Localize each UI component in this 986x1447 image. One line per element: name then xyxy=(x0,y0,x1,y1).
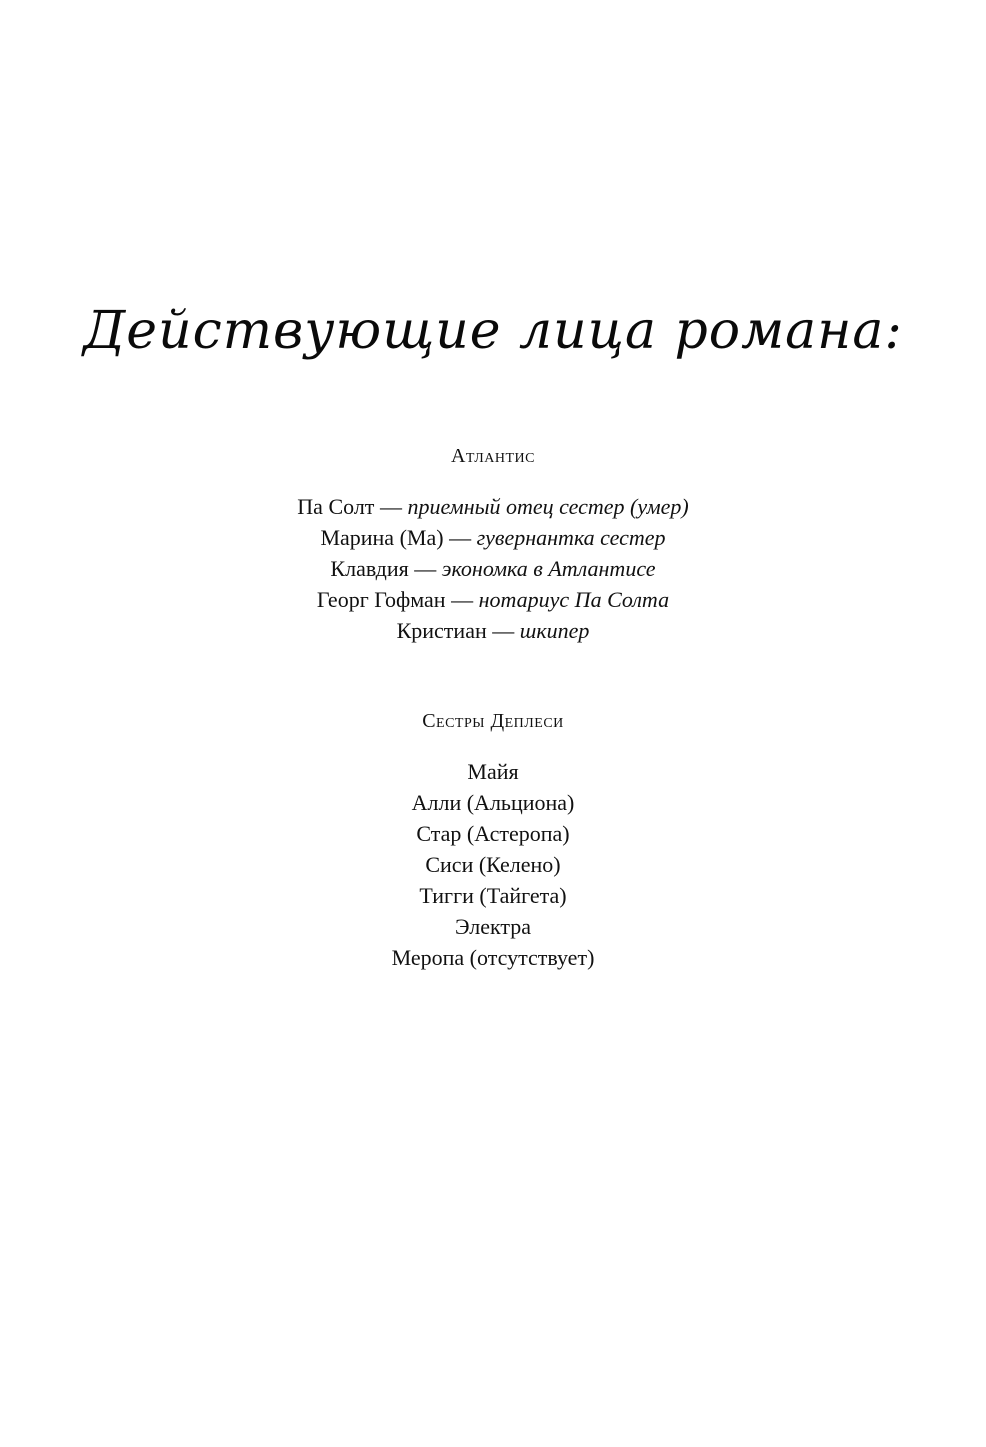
dash-separator: — xyxy=(408,556,442,581)
character-role: приемный отец сестер (умер) xyxy=(407,494,689,519)
atlantis-character-list xyxy=(0,491,986,646)
page-title: Действующие лица романа: xyxy=(83,301,903,361)
dash-separator: — xyxy=(486,618,520,643)
dash-separator: — xyxy=(374,494,408,519)
sister-name: Меропа (отсутствует) xyxy=(391,945,595,970)
sister-name: Стар (Астеропа) xyxy=(416,821,570,846)
sister-name: Сиси (Келено) xyxy=(425,852,561,877)
character-entry xyxy=(0,615,986,646)
character-name: Георг Гофман xyxy=(316,587,446,612)
section-heading-sisters: Сестры Деплеси xyxy=(422,710,564,732)
character-entry xyxy=(0,522,986,553)
dash-separator: — xyxy=(445,587,479,612)
character-name: Марина (Ма) xyxy=(320,525,444,550)
character-name: Клавдия xyxy=(330,556,409,581)
section-heading-atlantis: Атлантис xyxy=(450,445,535,467)
character-name: Кристиан xyxy=(396,618,487,643)
character-role: гувернантка сестер xyxy=(476,525,666,550)
character-name: Па Солт xyxy=(297,494,375,519)
character-role: шкипер xyxy=(519,618,590,643)
dash-separator: — xyxy=(443,525,477,550)
sister-name: Майя xyxy=(467,759,519,784)
character-entry xyxy=(0,491,986,522)
sister-name: Тигги (Тайгета) xyxy=(419,883,567,908)
character-role: экономка в Атлантисе xyxy=(441,556,656,581)
character-entry xyxy=(0,553,986,584)
sister-name: Электра xyxy=(454,914,532,939)
sister-name: Алли (Альциона) xyxy=(411,790,575,815)
character-entry xyxy=(0,584,986,615)
sisters-list xyxy=(0,756,986,973)
character-role: нотариус Па Солта xyxy=(478,587,670,612)
